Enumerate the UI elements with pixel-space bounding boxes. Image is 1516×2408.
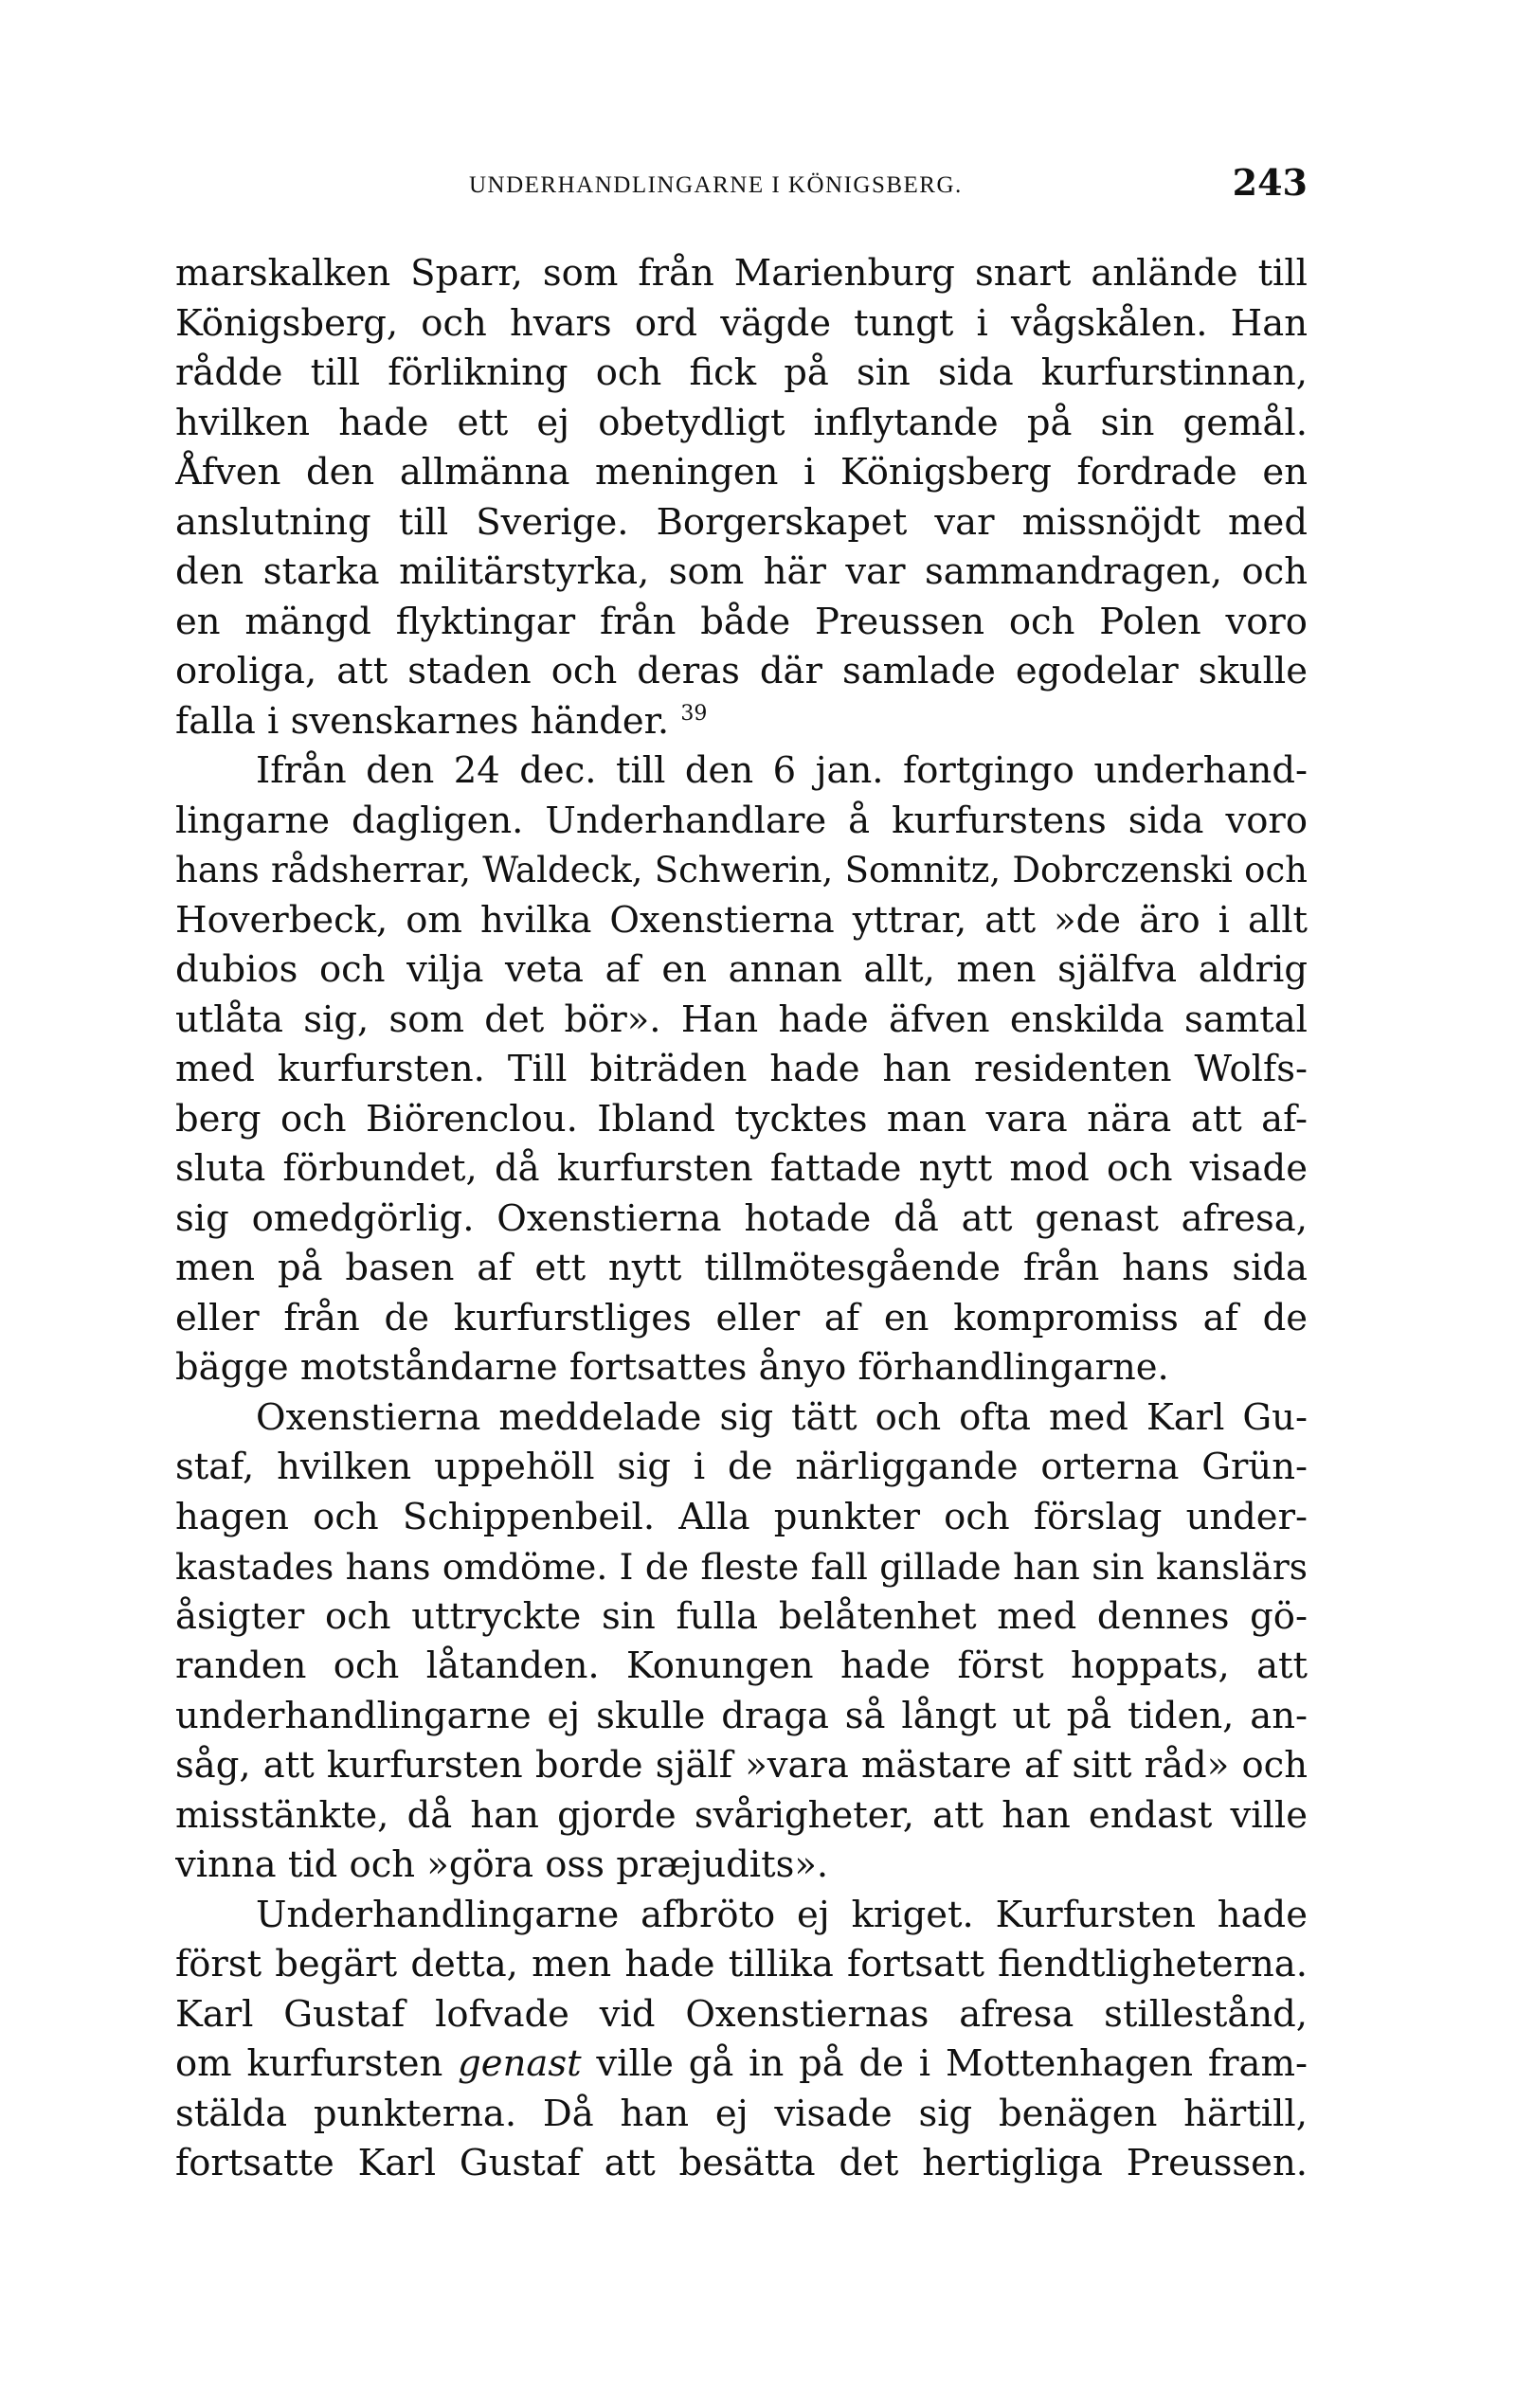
- text-line: [175, 697, 1308, 747]
- text-line: marskalken Sparr, som från Marienburg snart anlände till: [175, 252, 1308, 295]
- text-line: med kurfursten. Till biträden hade han residenten Wolfs-: [175, 1048, 1308, 1090]
- text-line: [175, 2040, 1308, 2090]
- text-line: Karl Gustaf lofvade vid Oxenstiernas afresa stillestånd,: [175, 1992, 1308, 2036]
- text-line: först begärt detta, men hade tillika fortsatt fiendtligheterna.: [175, 1943, 1308, 1986]
- text-line: hagen och Schippenbeil. Alla punkter och förslag under-: [175, 1495, 1308, 1538]
- text-line: Königsberg, och hvars ord vägde tungt i vågskålen. Han: [175, 301, 1308, 345]
- page-number: 243: [1232, 161, 1308, 204]
- text-line: bägge motståndarne fortsattes ånyo förhandlingarne.: [175, 1346, 1169, 1389]
- text-line: misstänkte, då han gjorde svårigheter, att han endast ville: [175, 1793, 1308, 1837]
- footnote-reference: 39: [680, 701, 708, 726]
- text-line: Åfven den allmänna meningen i Königsberg fordrade en: [175, 451, 1308, 494]
- text-line: Oxenstierna meddelade sig tätt och ofta med Karl Gu-: [256, 1395, 1308, 1439]
- text-span: falla i svenskarnes händer.: [175, 699, 670, 743]
- text-line: men på basen af ett nytt tillmötesgående från hans sida: [175, 1247, 1308, 1289]
- text-line: anslutning till Sverige. Borgerskapet var missnöjdt med: [175, 500, 1308, 544]
- text-line: randen och låtanden. Konungen hade först hoppats, att: [175, 1644, 1308, 1687]
- paragraph: [175, 249, 1308, 746]
- page-header: [175, 161, 1308, 208]
- text-line: rådde till förlikning och fick på sin sida kurfurstinnan,: [175, 351, 1308, 394]
- text-line: utlåta sig, som det bör». Han hade äfven enskilda samtal: [175, 997, 1308, 1041]
- text-span: ville gå in på de i Mottenhagen fram-: [581, 2042, 1308, 2085]
- paragraph: [175, 1891, 1308, 2189]
- paragraph: [175, 1393, 1308, 1891]
- text-line: kastades hans omdöme. I de fleste fall gillade han sin kanslärs: [175, 1546, 1308, 1588]
- text-line: Underhandlingarne afbröto ej kriget. Kurfursten hade: [256, 1893, 1308, 1936]
- text-line: såg, att kurfursten borde själf »vara mästare af sitt råd» och: [175, 1744, 1308, 1787]
- running-head: UNDERHANDLINGARNE I KÖNIGSBERG.: [469, 172, 963, 198]
- text-line: en mängd flyktingar från både Preussen och Polen voro: [175, 600, 1308, 643]
- text-line: Ifrån den 24 dec. till den 6 jan. fortgingo underhand-: [256, 749, 1308, 792]
- body-text: [175, 249, 1308, 2189]
- text-line: berg och Biörenclou. Ibland tycktes man vara nära att af-: [175, 1097, 1308, 1141]
- text-line: den starka militärstyrka, som här var sammandragen, och: [175, 550, 1308, 593]
- text-line: oroliga, att staden och deras där samlade egodelar skulle: [175, 650, 1308, 692]
- text-line: fortsatte Karl Gustaf att besätta det hertigliga Preussen.: [175, 2142, 1308, 2184]
- text-line: eller från de kurfurstliges eller af en kompromiss af de: [175, 1296, 1308, 1339]
- text-line: vinna tid och »göra oss præjudits».: [175, 1843, 829, 1886]
- text-line: sluta förbundet, då kurfursten fattade nytt mod och visade: [175, 1147, 1308, 1190]
- text-line: lingarne dagligen. Underhandlare å kurfurstens sida voro: [175, 799, 1308, 842]
- text-line: Hoverbeck, om hvilka Oxenstierna yttrar, att »de äro i allt: [175, 898, 1308, 942]
- paragraph: [175, 746, 1308, 1393]
- text-line: hans rådsherrar, Waldeck, Schwerin, Somnitz, Dobrczenski och: [175, 850, 1308, 890]
- italic-word: genast: [458, 2042, 582, 2085]
- text-line: staf, hvilken uppehöll sig i de närliggande orterna Grün-: [175, 1446, 1308, 1488]
- text-line: hvilken hade ett ej obetydligt inflytande på sin gemål.: [175, 401, 1308, 444]
- text-line: underhandlingarne ej skulle draga så långt ut på tiden, an-: [175, 1694, 1308, 1737]
- text-span: om kurfursten: [175, 2042, 459, 2085]
- text-line: åsigter och uttryckte sin fulla belåtenhet med dennes gö-: [175, 1594, 1308, 1638]
- text-line: dubios och vilja veta af en annan allt, men själfva aldrig: [175, 948, 1308, 991]
- text-line: sig omedgörlig. Oxenstierna hotade då att genast afresa,: [175, 1196, 1308, 1240]
- text-line: stälda punkterna. Då han ej visade sig benägen härtill,: [175, 2092, 1308, 2135]
